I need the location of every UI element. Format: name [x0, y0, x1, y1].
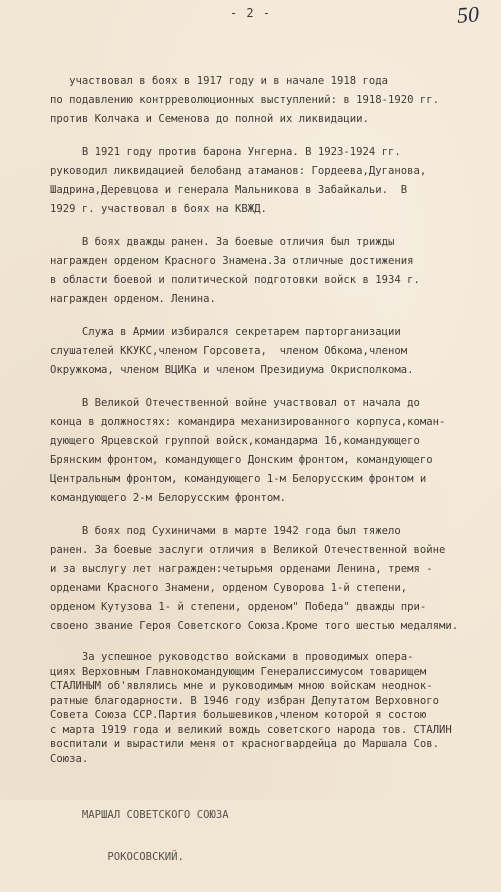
text-line: в области боевой и политической подготовки войск в 1934 г.	[50, 274, 420, 286]
text-line: руководил ликвидацией белобанд атаманов: Гордеева,Дуганова,	[50, 165, 427, 177]
signature-title: МАРШАЛ СОВЕТСКОГО СОЮЗА	[50, 809, 229, 821]
text-line: ранен. За боевые заслуги отличия в Великой Отечественной войне	[50, 544, 446, 556]
paragraph	[50, 522, 479, 636]
paragraph	[50, 323, 479, 380]
text-line: Окружкома, членом ВЦИКа и членом Президиума Окрисполкома.	[50, 364, 414, 376]
text-line: своено звание Героя Советского Союза.Кроме того шестью медалями.	[50, 620, 459, 632]
text-line: 1929 г. участвовал в боях на КВЖД.	[50, 203, 267, 215]
text-line: награжден орденом Красного Знамена.За отличные достижения	[50, 255, 414, 267]
text-line: В 1921 году против барона Унгерна. В 1923-1924 гг.	[50, 146, 401, 158]
paragraph	[50, 72, 479, 129]
paragraph	[50, 233, 479, 309]
paragraph	[50, 650, 479, 766]
paragraph-list	[50, 72, 479, 766]
document-body	[0, 72, 501, 863]
text-line: командующего 2-м Белорусским фронтом.	[50, 492, 286, 504]
paragraph	[50, 394, 479, 508]
text-line: и за выслугу лет награжден:четырьмя орденами Ленина, тремя -	[50, 563, 433, 575]
archive-page-mark: 50	[456, 1, 480, 28]
text-line: воспитали и вырастили меня от красногвардейца до Маршала Сов.	[50, 738, 440, 750]
page-number: - 2 -	[229, 6, 272, 20]
text-line: Совета Союза ССР.Партия большевиков,членом которой я состою	[50, 709, 427, 721]
signature-name: РОКОСОВСКИЙ.	[50, 851, 184, 863]
text-line: по подавлению контрреволюционных выступлений: в 1918-1920 гг.	[50, 94, 440, 106]
text-line: орденом Кутузова 1- й степени, орденом" Победа" дважды при-	[50, 601, 427, 613]
text-line: дующего Ярцевской группой войск,командарма 16,командующего	[50, 435, 420, 447]
text-line: орденами Красного Знамени, орденом Суворова 1-й степени,	[50, 582, 408, 594]
text-line: слушателей ККУКС,членом Горсовета, членом Обкома,членом	[50, 345, 408, 357]
text-line: Центральным фронтом, командующего 1-м Белорусским фронтом и	[50, 473, 427, 485]
text-line: ратные благодарности. В 1946 году избран Депутатом Верховного	[50, 694, 440, 707]
text-line: с марта 1919 года и великий вождь советского народа тов. СТАЛИН	[50, 723, 452, 736]
text-line: Служа в Армии избирался секретарем парторганизации	[50, 326, 401, 338]
text-line: против Колчака и Семенова до полной их ликвидации.	[50, 113, 369, 125]
text-line: циях Верховным Главнокомандующим Генералиссимусом товарищем	[50, 665, 427, 678]
text-line: Союза.	[50, 752, 89, 765]
text-line: За успешное руководство войсками в проводимых опера-	[50, 651, 414, 663]
text-line: участвовал в боях в 1917 году и в начале 1918 года	[50, 75, 389, 87]
text-line: Шадрина,Деревцова и генерала Мальникова в Забайкальи. В	[50, 184, 408, 196]
text-line: В боях под Сухиничами в марте 1942 года был тяжело	[50, 525, 401, 537]
signature-block	[50, 780, 479, 892]
text-line: В Великой Отечественной войне участвовал от начала до	[50, 397, 420, 409]
paragraph	[50, 143, 479, 219]
text-line: Брянским фронтом, командующего Донским фронтом, командующего	[50, 454, 433, 466]
text-line: СТАЛИНЫМ об'являлись мне и руководимым мною войскам неоднок-	[50, 680, 433, 692]
text-line: конца в должностях: командира механизированного корпуса,коман-	[50, 416, 446, 428]
text-line: В боях дважды ранен. За боевые отличия был трижды	[50, 236, 395, 248]
text-line: награжден орденом. Ленина.	[50, 293, 216, 305]
